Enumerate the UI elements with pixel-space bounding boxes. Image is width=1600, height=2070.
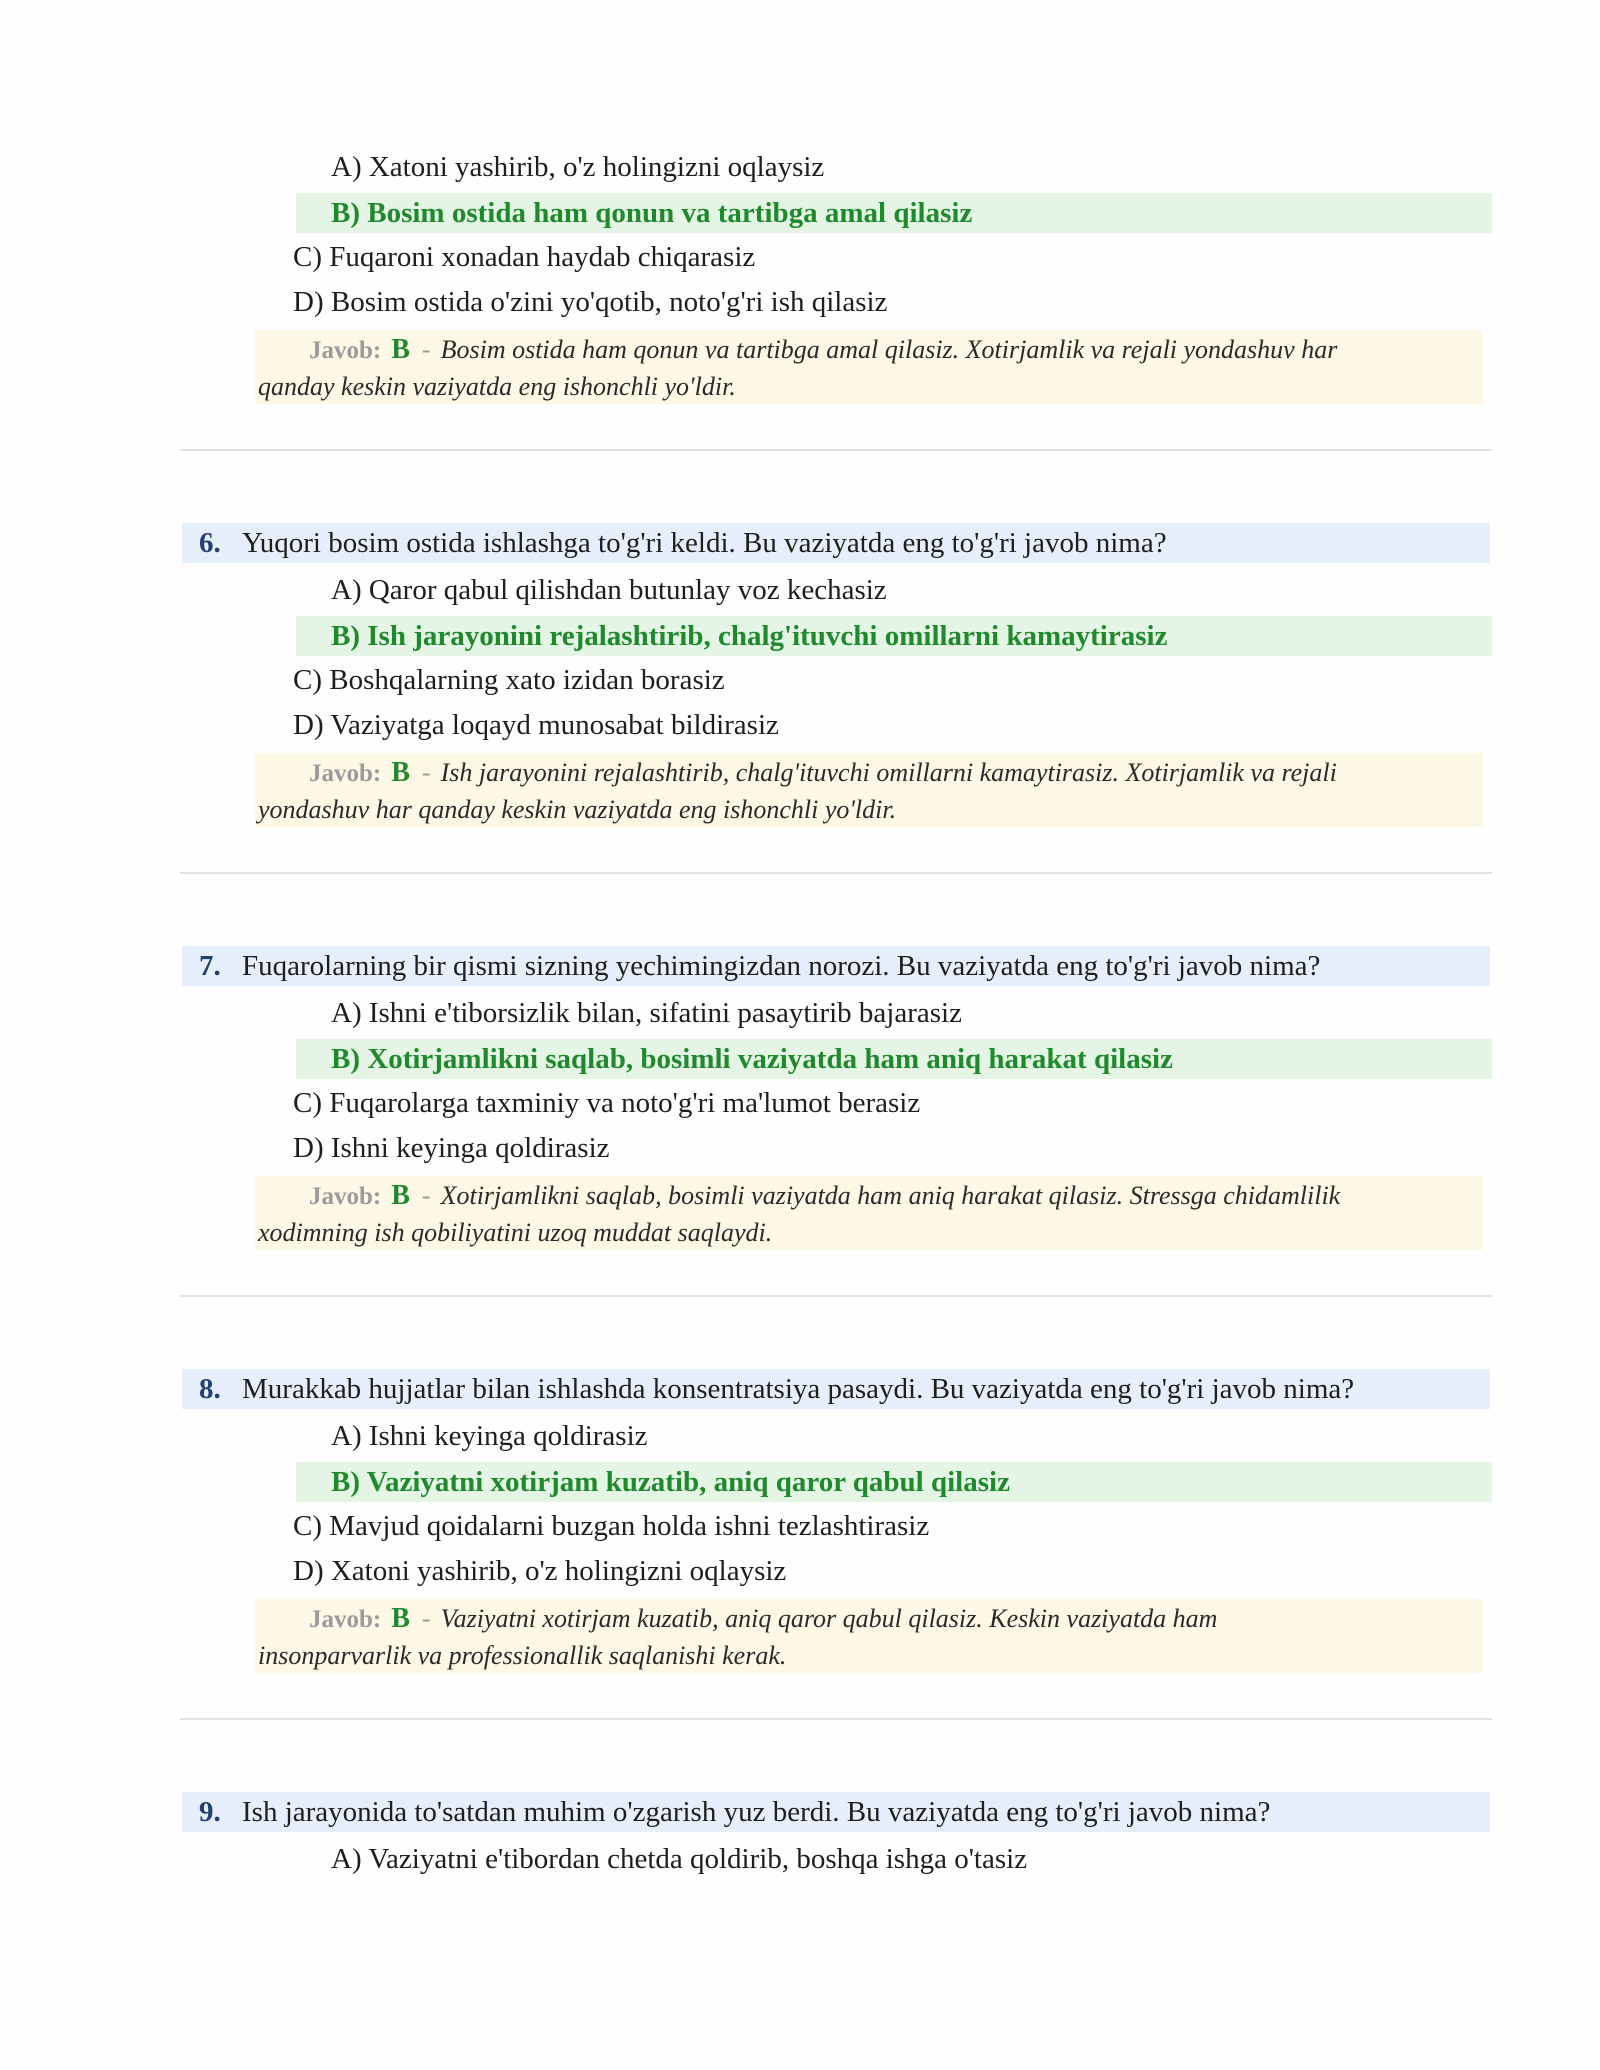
answer-dash: -	[421, 335, 431, 364]
option-d: D) Ishni keyinga qoldirasiz	[293, 1132, 610, 1164]
option-b-text: B) Ish jarayonini rejalashtirib, chalg'ituvchi omillarni kamaytirasiz	[331, 620, 1168, 652]
option-b-correct	[296, 1462, 1492, 1502]
option-c: C) Fuqaroni xonadan haydab chiqarasiz	[293, 241, 756, 273]
answer-label: Javob:	[309, 1183, 382, 1210]
question-header	[182, 1369, 1490, 1409]
divider	[180, 1718, 1492, 1720]
answer-dash: -	[421, 758, 431, 787]
option-a: A) Ishni keyinga qoldirasiz	[331, 1420, 648, 1452]
option-b-correct	[296, 1039, 1492, 1079]
divider	[180, 449, 1492, 451]
answer-explanation-2: qanday keskin vaziyatda eng ishonchli yo'ldir.	[258, 372, 736, 401]
answer-label: Javob:	[309, 1606, 382, 1633]
option-d: D) Xatoni yashirib, o'z holingizni oqlaysiz	[293, 1555, 787, 1587]
option-d: D) Vaziyatga loqayd munosabat bildirasiz	[293, 709, 779, 741]
answer-label: Javob:	[309, 760, 382, 787]
answer-letter: B	[391, 1180, 410, 1211]
answer-explanation-1: Vaziyatni xotirjam kuzatib, aniq qaror qabul qilasiz. Keskin vaziyatda ham	[440, 1604, 1218, 1633]
answer-explanation-1: Ish jarayonini rejalashtirib, chalg'ituvchi omillarni kamaytirasiz. Xotirjamlik va rejali	[440, 758, 1337, 787]
question-number: 6.	[199, 527, 221, 559]
option-a: A) Qaror qabul qilishdan butunlay voz kechasiz	[331, 574, 887, 606]
answer-explanation-2: insonparvarlik va professionallik saqlanishi kerak.	[258, 1641, 787, 1670]
question-text: Fuqarolarning bir qismi sizning yechimingizdan norozi. Bu vaziyatda eng to'g'ri javob nima?	[242, 950, 1321, 982]
answer-explanation-2: yondashuv har qanday keskin vaziyatda eng ishonchli yo'ldir.	[258, 795, 897, 824]
option-c: C) Fuqarolarga taxminiy va noto'g'ri ma'lumot berasiz	[293, 1087, 921, 1119]
option-a: A) Vaziyatni e'tibordan chetda qoldirib, boshqa ishga o'tasiz	[331, 1843, 1028, 1875]
option-c: C) Boshqalarning xato izidan borasiz	[293, 664, 725, 696]
question-text: Murakkab hujjatlar bilan ishlashda konsentratsiya pasaydi. Bu vaziyatda eng to'g'ri javob nima?	[242, 1373, 1355, 1405]
answer-explanation-1: Bosim ostida ham qonun va tartibga amal qilasiz. Xotirjamlik va rejali yondashuv har	[440, 335, 1338, 364]
question-header	[182, 946, 1490, 986]
answer-box	[255, 330, 1483, 404]
option-d: D) Bosim ostida o'zini yo'qotib, noto'g'ri ish qilasiz	[293, 286, 888, 318]
option-b-text: B) Bosim ostida ham qonun va tartibga amal qilasiz	[331, 197, 973, 229]
answer-box	[255, 1176, 1483, 1250]
question-header	[182, 1792, 1490, 1832]
answer-box	[255, 753, 1483, 827]
answer-dash: -	[421, 1604, 431, 1633]
answer-explanation-1: Xotirjamlikni saqlab, bosimli vaziyatda ham aniq harakat qilasiz. Stressga chidamlilik	[440, 1181, 1341, 1210]
option-b-text: B) Xotirjamlikni saqlab, bosimli vaziyatda ham aniq harakat qilasiz	[331, 1043, 1173, 1075]
question-text: Ish jarayonida to'satdan muhim o'zgarish yuz berdi. Bu vaziyatda eng to'g'ri javob nima?	[242, 1796, 1271, 1828]
divider	[180, 872, 1492, 874]
option-b-correct	[296, 616, 1492, 656]
question-header	[182, 523, 1490, 563]
question-text: Yuqori bosim ostida ishlashga to'g'ri keldi. Bu vaziyatda eng to'g'ri javob nima?	[242, 527, 1167, 559]
option-c: C) Mavjud qoidalarni buzgan holda ishni tezlashtirasiz	[293, 1510, 930, 1542]
question-number: 9.	[199, 1796, 221, 1828]
answer-explanation-2: xodimning ish qobiliyatini uzoq muddat saqlaydi.	[258, 1218, 773, 1247]
option-b-correct	[296, 193, 1492, 233]
answer-label: Javob:	[309, 337, 382, 364]
option-a: A) Ishni e'tiborsizlik bilan, sifatini pasaytirib bajarasiz	[331, 997, 962, 1029]
answer-letter: B	[391, 757, 410, 788]
option-b-text: B) Vaziyatni xotirjam kuzatib, aniq qaror qabul qilasiz	[331, 1466, 1010, 1498]
question-number: 7.	[199, 950, 221, 982]
answer-letter: B	[391, 1603, 410, 1634]
divider	[180, 1295, 1492, 1297]
answer-box	[255, 1599, 1483, 1673]
answer-letter: B	[391, 334, 410, 365]
answer-dash: -	[421, 1181, 431, 1210]
option-a: A) Xatoni yashirib, o'z holingizni oqlaysiz	[331, 151, 825, 183]
question-number: 8.	[199, 1373, 221, 1405]
